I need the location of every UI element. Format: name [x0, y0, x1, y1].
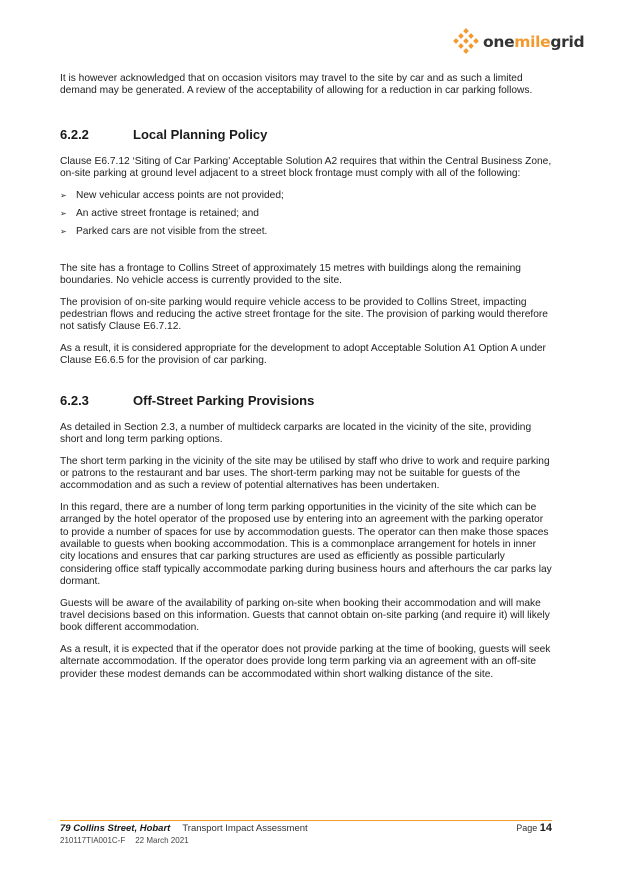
section-title: Off-Street Parking Provisions — [133, 392, 315, 408]
grid-diamond-icon — [452, 28, 480, 56]
footer-address: 79 Collins Street, Hobart — [60, 823, 171, 834]
footer-document-title: Transport Impact Assessment — [182, 823, 308, 834]
bullet-list — [60, 190, 552, 239]
section-lead-paragraph: Clause E6.7.12 ‘Siting of Car Parking’ Acceptable Solution A2 requires that within the Central Business Zone, on-site parking at ground level adjacent to a street block frontage must comply with all of the following: — [60, 155, 552, 180]
paragraph: As a result, it is considered appropriate for the development to adopt Acceptable Solution A1 Option A under Clause E6.6.5 for the provision of car parking. — [60, 342, 546, 367]
logo-word-mile: mile — [514, 33, 551, 51]
footer-date: 22 March 2021 — [135, 836, 189, 845]
footer-reference: 210117TIA001C-F — [60, 836, 126, 845]
list-item-text: Parked cars are not visible from the street. — [76, 226, 268, 238]
paragraph: The site has a frontage to Collins Street of approximately 15 metres with buildings along the remaining boundaries. No vehicle access is currently provided to the site. — [60, 262, 521, 287]
paragraph: The short term parking in the vicinity of the site may be utilised by staff who drive to work and require parking or patrons to the restaurant and bar uses. The short-term parking may not be suitable for guests of the accommodation and as such a review of potential alternatives has been undertaken. — [60, 455, 550, 492]
list-item-text: An active street frontage is retained; and — [76, 208, 259, 220]
page-number-value: 14 — [539, 822, 552, 834]
arrow-bullet-icon: ➢ — [60, 209, 67, 219]
page-footer — [60, 822, 552, 845]
page-number — [516, 822, 552, 834]
list-item — [60, 190, 552, 202]
list-item — [60, 208, 552, 220]
document-body — [60, 73, 552, 690]
section-title: Local Planning Policy — [133, 126, 268, 142]
arrow-bullet-icon: ➢ — [60, 227, 67, 237]
section-number: 6.2.3 — [60, 392, 89, 408]
paragraph: In this regard, there are a number of long term parking opportunities in the vicinity of the site which can be arranged by the hotel operator of the proposed use by entering into an agreement with the parking operator to provide a number of spaces for use by accommodation guests. The operator can then make those spaces available to guests when booking accommodation. This is a commonplace arrangement for hotels in inner city locations and ensures that car parking structures are used as efficiently as possible particularly considering office staff typically accommodate parking during business hours and afterhours the car parks lay dormant. — [60, 501, 552, 588]
list-item — [60, 226, 552, 238]
paragraph: As detailed in Section 2.3, a number of multideck carparks are located in the vicinity of the site, providing short and long term parking options. — [60, 421, 532, 446]
onemilegrid-logo — [452, 28, 584, 56]
list-item-text: New vehicular access points are not provided; — [76, 189, 284, 201]
section-number: 6.2.2 — [60, 126, 89, 142]
logo-wordmark — [483, 33, 584, 51]
page-label: Page — [516, 823, 538, 833]
section-heading-6-2-3 — [60, 393, 552, 408]
logo-word-one: one — [483, 33, 515, 51]
arrow-bullet-icon: ➢ — [60, 190, 67, 200]
section-heading-6-2-2 — [60, 127, 552, 142]
logo-word-grid: grid — [550, 33, 585, 51]
paragraph: The provision of on-site parking would require vehicle access to be provided to Collins Street, impacting pedestrian flows and reducing the active street frontage for the site. The provision of parking would therefore not satisfy Clause E6.7.12. — [60, 296, 548, 333]
footer-divider — [60, 820, 552, 821]
paragraph: As a result, it is expected that if the operator does not provide parking at the time of booking, guests will seek alternate accommodation. If the operator does provide long term parking via an agreement with an off-site provider these modest demands can be accommodated within short walking distance of the site. — [60, 643, 551, 680]
paragraph: Guests will be aware of the availability of parking on-site when booking their accommodation and will make travel decisions based on this information. Guests that cannot obtain on-site parking (and require it) will likely book different accommodation. — [60, 597, 550, 634]
intro-paragraph: It is however acknowledged that on occasion visitors may travel to the site by car and as such a limited demand may be generated. A review of the acceptability of allowing for a reduction in car parking follows. — [60, 73, 533, 97]
